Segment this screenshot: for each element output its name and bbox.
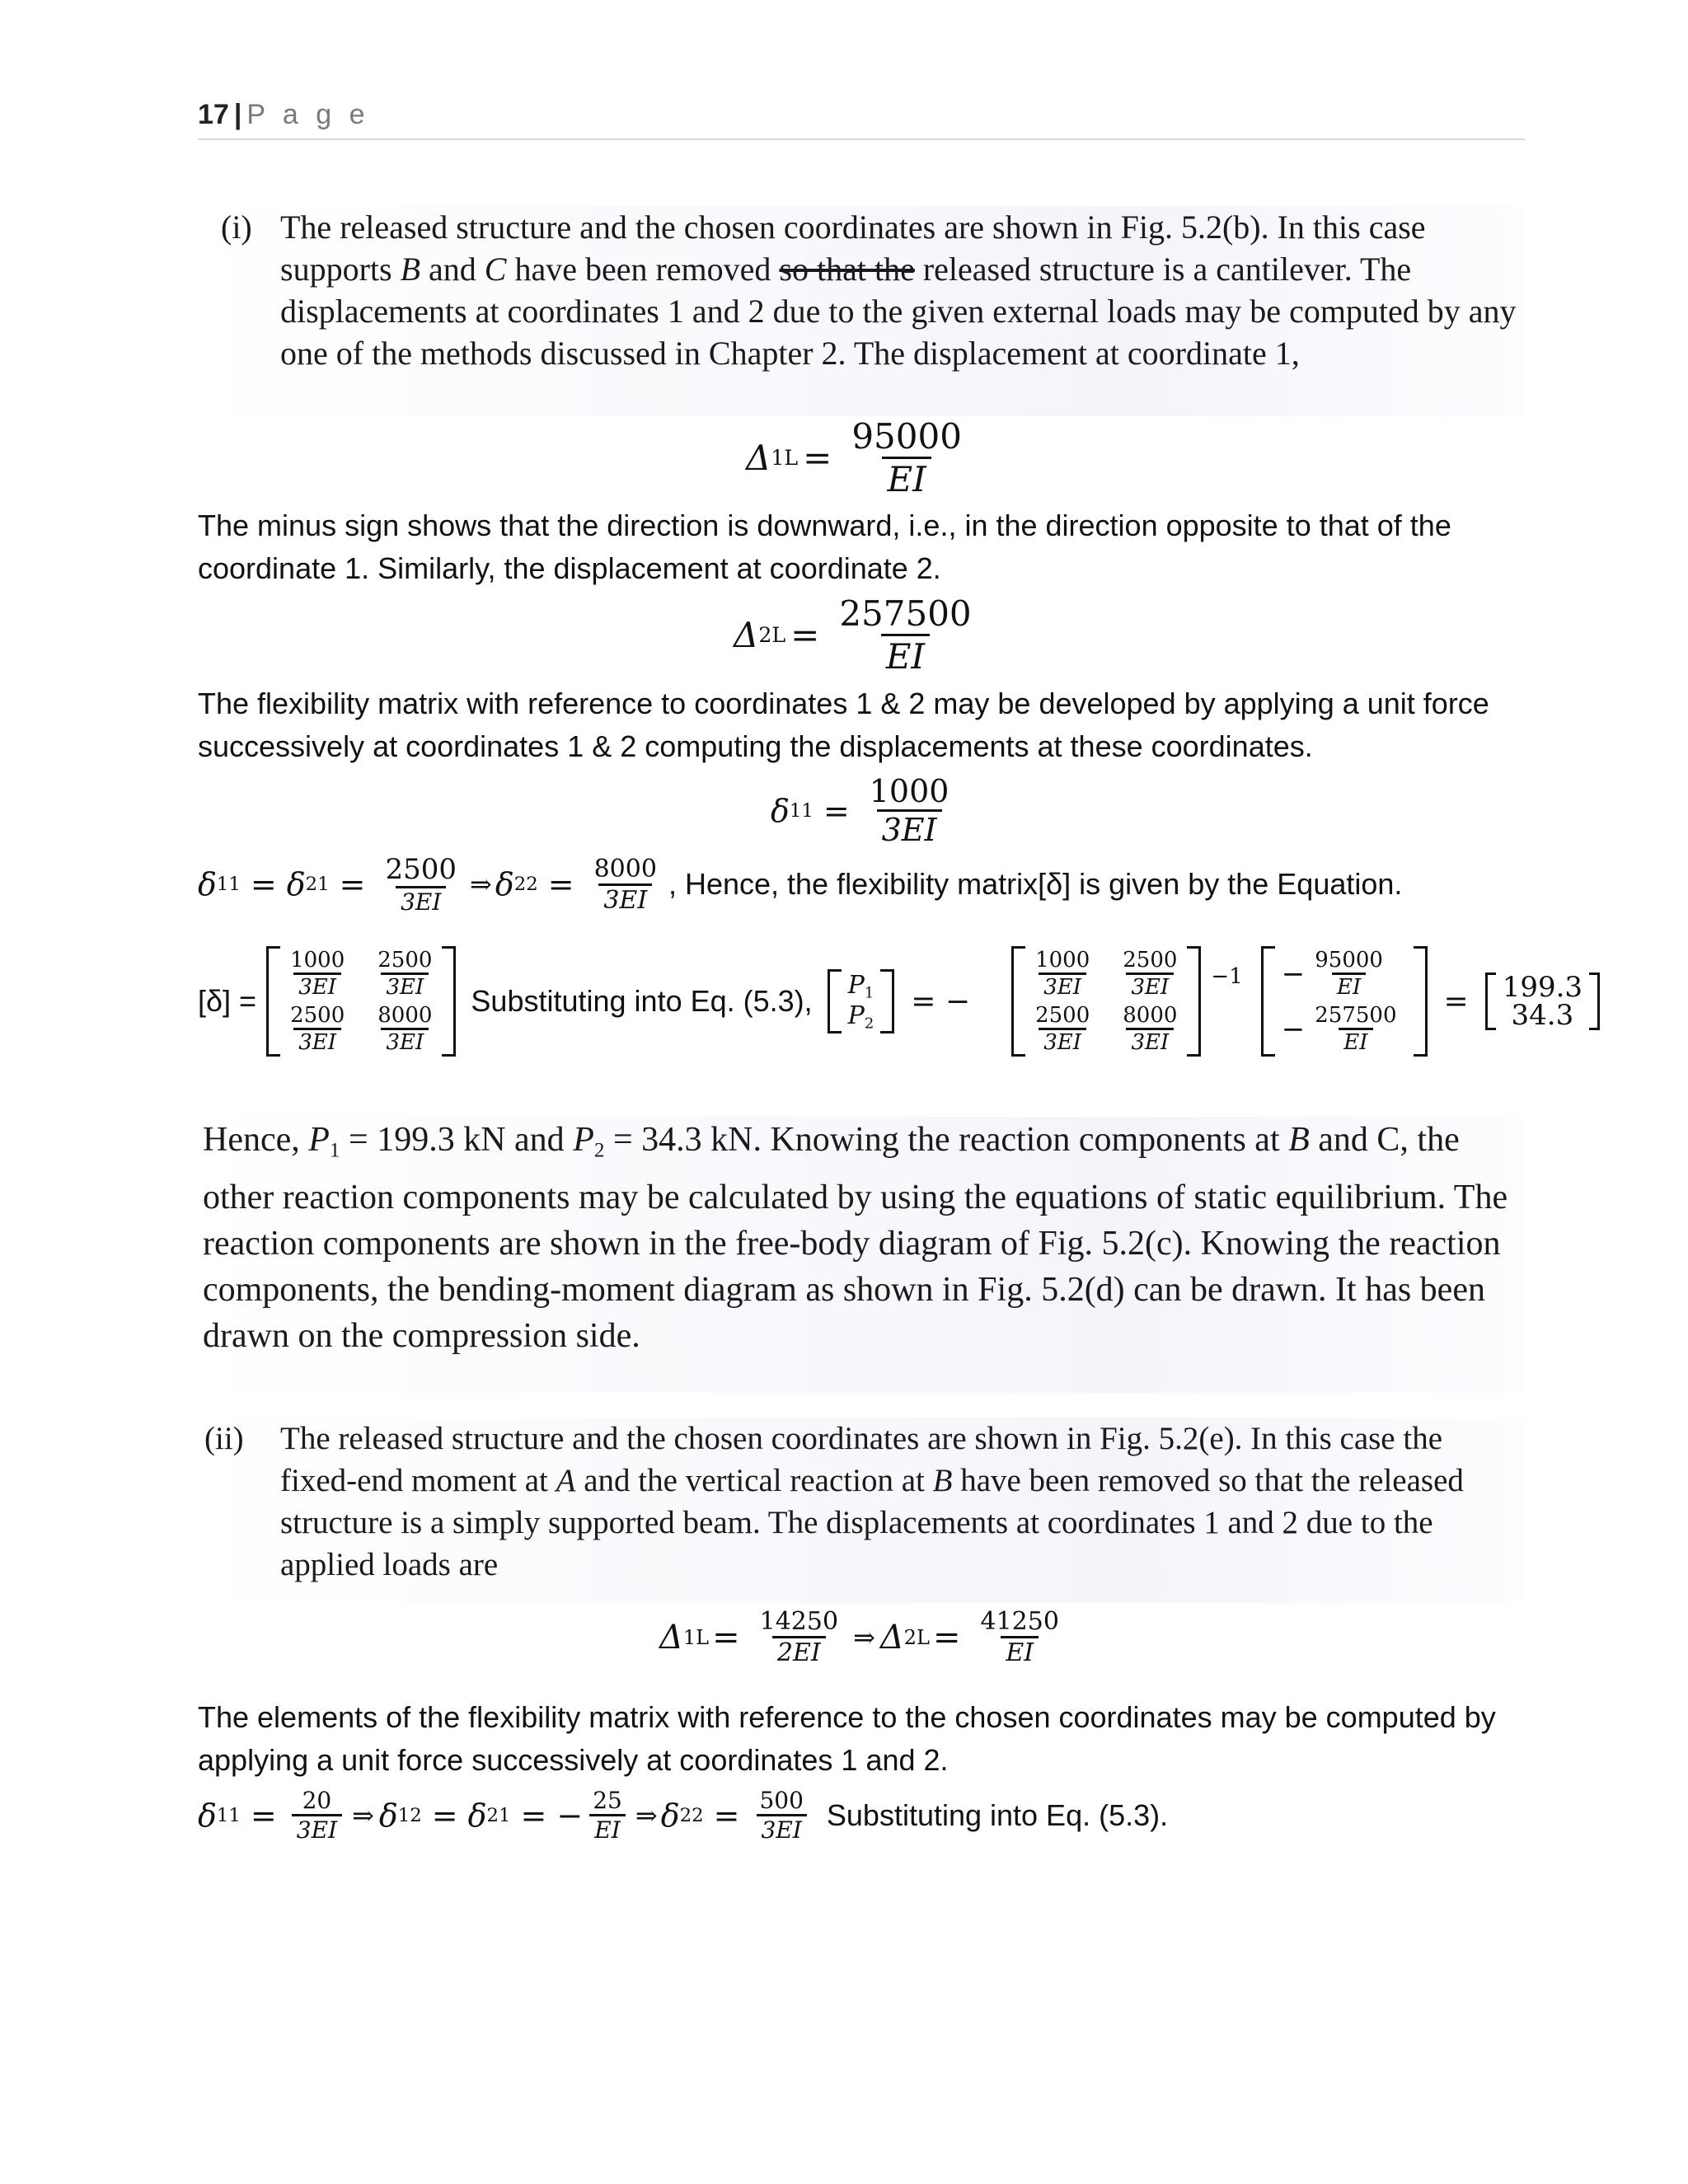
equation-delta-11: δ 11 = $\frac{1000}{3EI}$ <box>771 773 950 848</box>
result-vector: 199.3 34.3 <box>1485 972 1600 1030</box>
paragraph-flexibility: The flexibility matrix with reference to coordinates 1 & 2 may be developed by applying a unit force successively at coordinates 1 & 2 computing the displacements at these coordinates. <box>198 687 1489 763</box>
scanned-paragraph-hence <box>198 1117 1525 1393</box>
paragraph-text: The released structure and the chosen coordinates are shown in Fig. 5.2(e). In this case the fixed-end moment at A and the vertical reaction at B have been removed so that the released structure is a simply supported beam. The displacements at coordinates 1 and 2 due to the applied loads are <box>280 1421 1464 1582</box>
load-vector: $P_1$ $P_2$ <box>828 969 895 1034</box>
page-label: P a g e <box>246 99 370 130</box>
equation-delta-11-21-22: δ 11 = δ 21 = $\frac{2500}{3EI}$ ⇒ δ 22 = $\frac{8000}{3EI}$ , Hence, the flexibility matrix[δ] is given by the Equation. <box>198 853 1403 916</box>
paragraph-text: Hence, $P_1 = 199.3$ kN and $P_2 = 34.3$ kN. Knowing the reaction components at B and C, the other reaction components may be calculated by using the equations of static equilibrium. The reaction components are shown in the free-body diagram of Fig. 5.2(c). Knowing the reaction components, the bending-moment diagram as shown in Fig. 5.2(d) can be drawn. It has been drawn on the compression side. <box>203 1121 1508 1355</box>
equation-flexibility-elements: δ 11 = $\frac{20}{3EI}$ ⇒ δ 12 = δ 21 = − $\frac{25}{EI}$ ⇒ δ 22 = $\frac{500}{3EI}$ Substituting into Eq. (5.3). <box>198 1787 1169 1844</box>
paragraph-text: The released structure and the chosen coordinates are shown in Fig. 5.2(b). In this case supports B and C have been removed so that the released structure is a cantilever. The displacements at coordinates 1 and 2 due to the given external loads may be computed by any one of the methods discussed in Chapter 2. The displacement at coordinate 1, <box>280 209 1517 372</box>
item-marker: (i) <box>221 209 252 246</box>
scanned-paragraph-i <box>198 206 1525 416</box>
item-marker: (ii) <box>204 1421 244 1456</box>
equation-delta-1L-2L: Δ 1L = $\frac{14250}{2EI}$ ⇒ Δ 2L = $\frac{41250}{EI}$ <box>659 1607 1059 1667</box>
paragraph-minus-sign: The minus sign shows that the direction is downward, i.e., in the direction opposite to that of the coordinate 1. Similarly, the displacement at coordinate 2. <box>198 509 1451 585</box>
flexibility-matrix-inverse: $\frac{1000}{3EI}$ $\frac{2500}{3EI}$ $\frac{2500}{3EI}$ $\frac{8000}{3EI}$ <box>1011 946 1201 1057</box>
displacement-vector: − $\frac{95000}{EI}$ − $\frac{257500}{EI}$ <box>1261 946 1428 1057</box>
page-header <box>198 99 1525 140</box>
equation-delta-2L: Δ 2L = $\frac{257500}{EI}$ <box>734 593 972 677</box>
equation-delta-1L: Δ 1L = $\frac{95000}{EI}$ <box>746 416 962 499</box>
scanned-paragraph-ii <box>198 1418 1525 1603</box>
matrix-equation: [δ] = $\frac{1000}{3EI}$ $\frac{2500}{3EI}$ $\frac{2500}{3EI}$ $\frac{8000}{3EI}$ Substituting into Eq. (5.3), $P_1$ $P_2$ = − $\frac{1000}{3EI}$ $\frac{2500}{3EI}$ $\frac{2500}{3EI}$ $\frac{8000}{3EI}$ −1 − $\frac{95000}{EI}$ − $\frac{257500}{EI}$ = 199.3 34.3 <box>198 946 1606 1057</box>
page-number: 17 <box>198 99 229 130</box>
paragraph-elements: The elements of the flexibility matrix with reference to the chosen coordinates may be computed by applying a unit force successively at coordinates 1 and 2. <box>198 1700 1496 1777</box>
flexibility-matrix: $\frac{1000}{3EI}$ $\frac{2500}{3EI}$ $\frac{2500}{3EI}$ $\frac{8000}{3EI}$ <box>266 946 456 1057</box>
page-separator: | <box>233 99 242 130</box>
